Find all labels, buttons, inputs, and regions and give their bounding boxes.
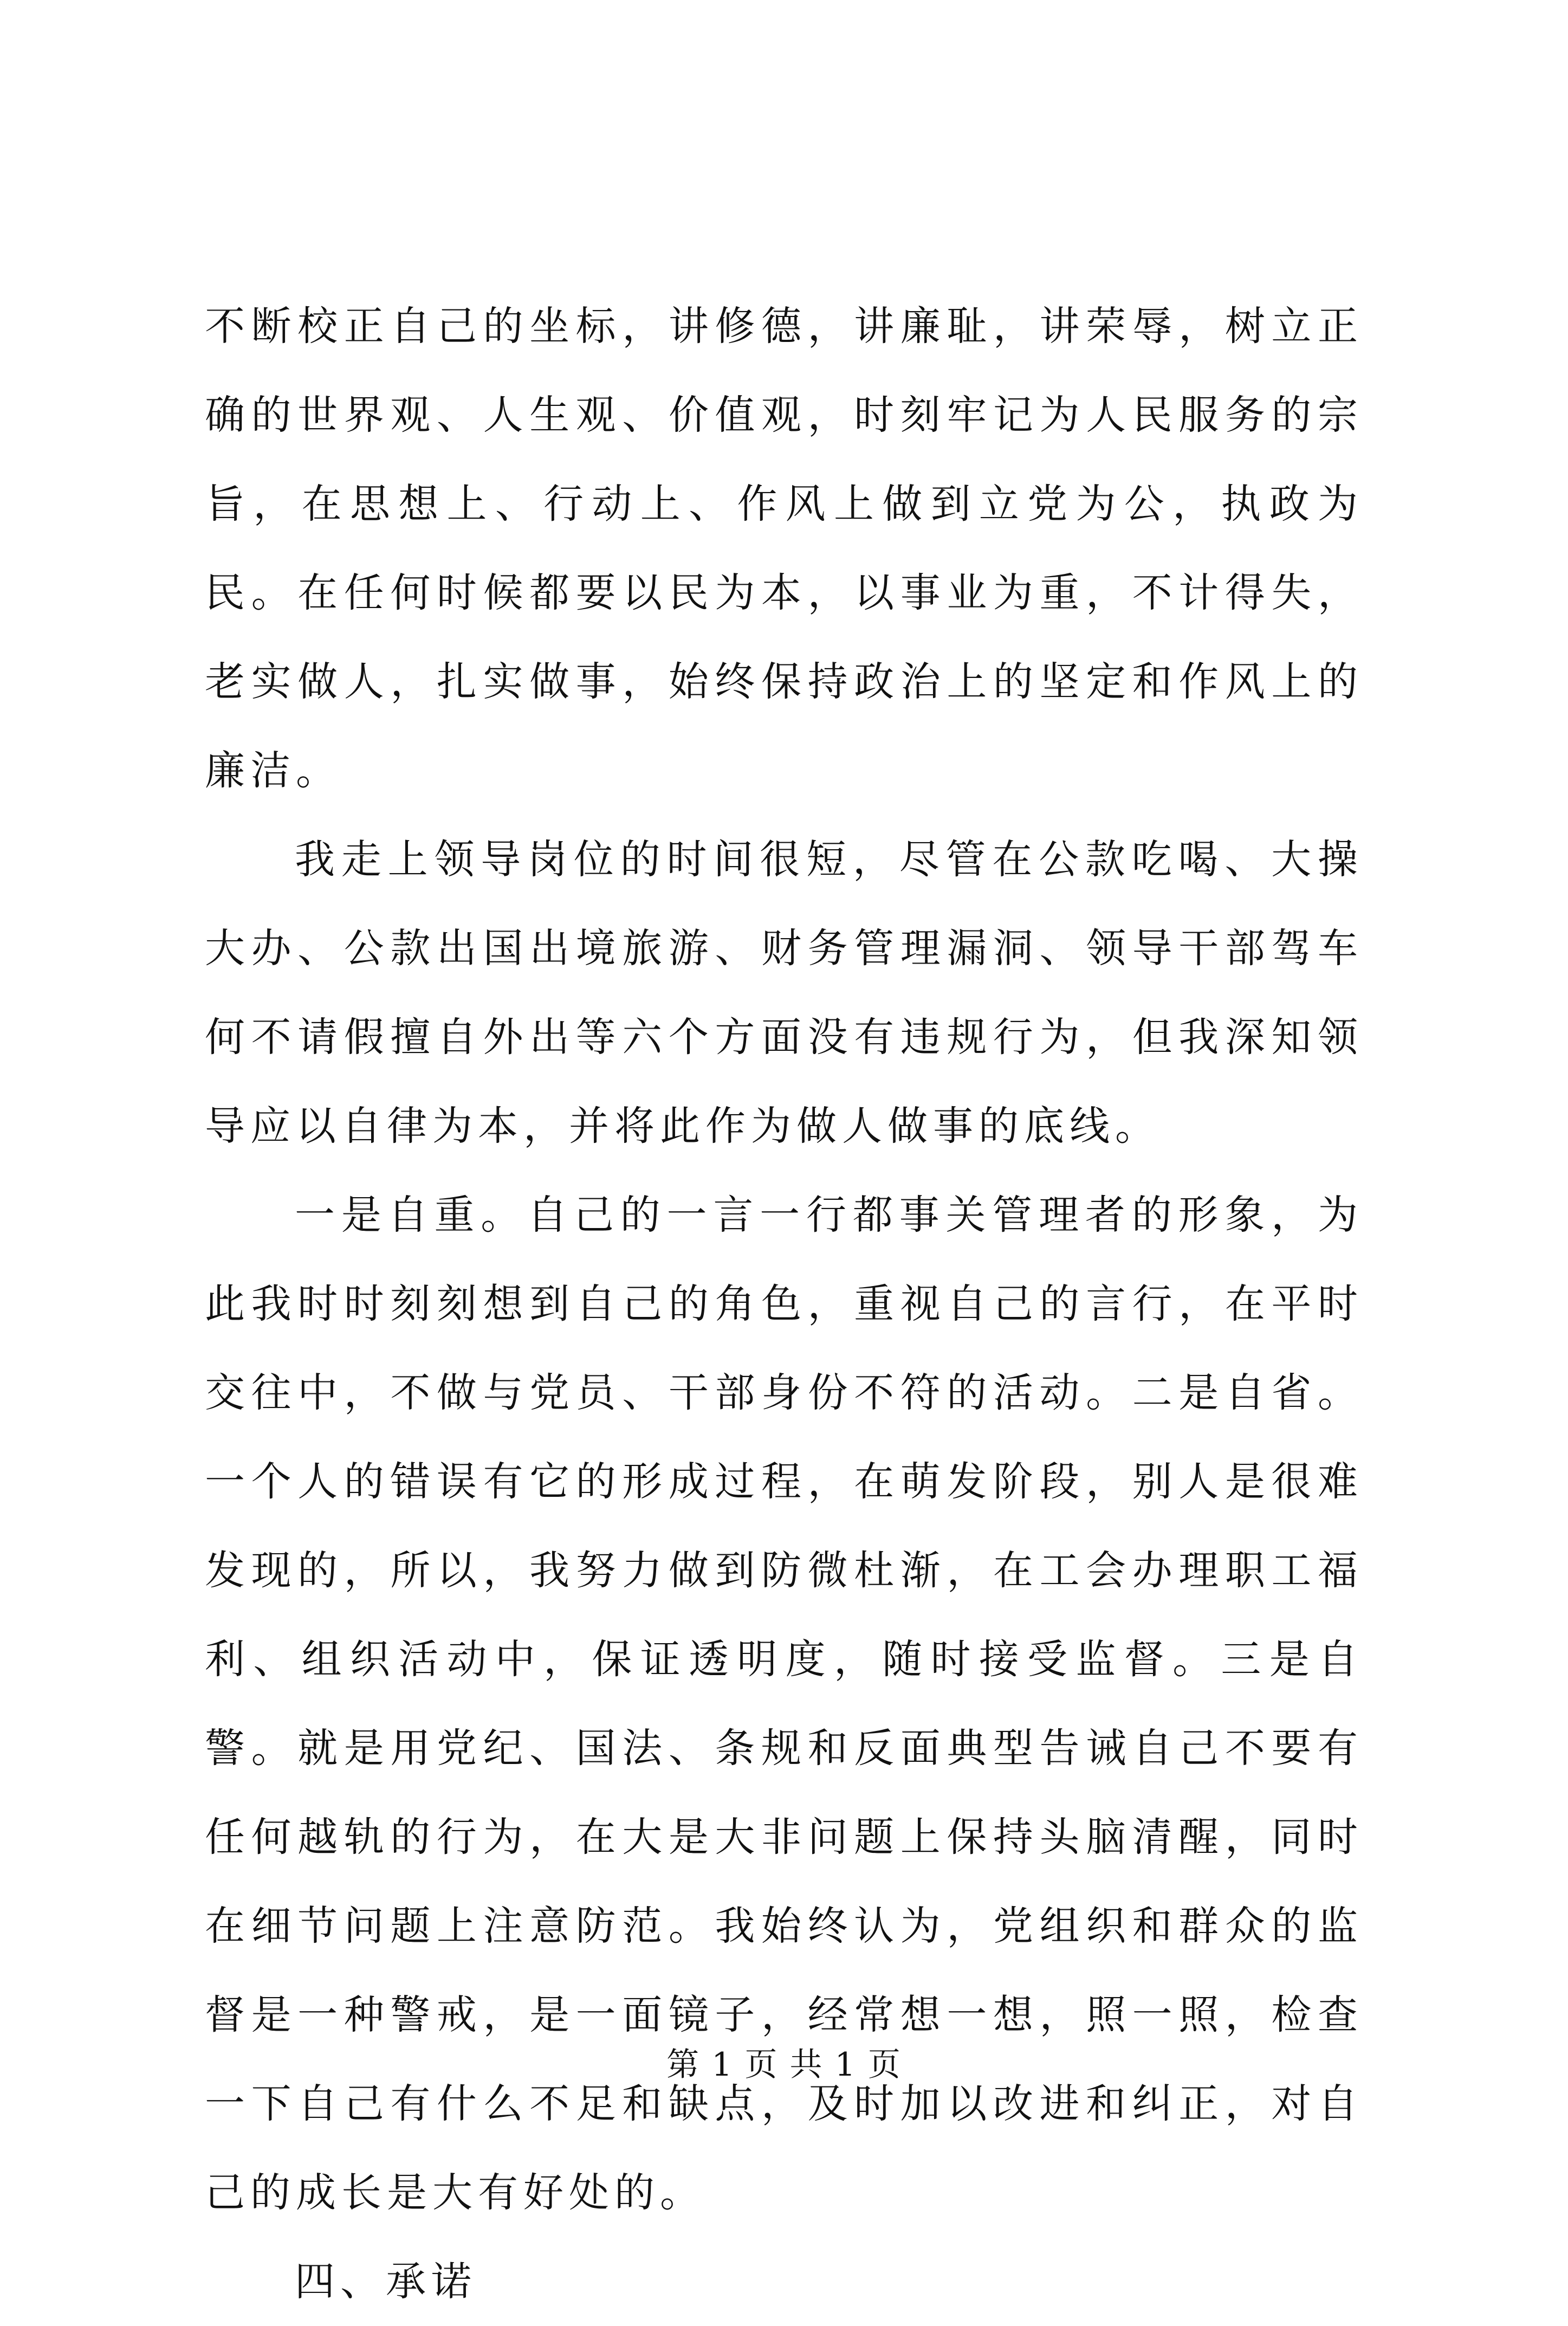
document-body xyxy=(205,282,1363,2326)
section-heading-commitment: 四、承诺 xyxy=(295,2258,477,2305)
paragraph-self-correction: 不断校正自己的坐标，讲修德，讲廉耻，讲荣辱，树立正确的世界观、人生观、价值观，时刻牢记为人民服务的宗旨，在思想上、行动上、作风上做到立党为公，执政为民。在任何时候都要以民为本，以事业为重，不计得失，老实做人，扎实做事，始终保持政治上的坚定和作风上的廉洁。 xyxy=(205,303,1363,794)
page-footer: 第 1 页 共 1 页 xyxy=(666,2046,902,2084)
paragraph-self-respect-reflection-warning: 一是自重。自己的一言一行都事关管理者的形象，为此我时时刻刻想到自己的角色，重视自己的言行，在平时交往中，不做与党员、干部身份不符的活动。二是自省。一个人的错误有它的形成过程，在萌发阶段，别人是很难发现的，所以，我努力做到防微杜渐，在工会办理职工福利、组织活动中，保证透明度，随时接受监督。三是自警。就是用党纪、国法、条规和反面典型告诫自己不要有任何越轨的行为，在大是大非问题上保持头脑清醒，同时在细节问题上注意防范。我始终认为，党组织和群众的监督是一种警戒，是一面镜子，经常想一想，照一照，检查一下自己有什么不足和缺点，及时加以改进和纠正，对自己的成长是大有好处的。 xyxy=(205,1192,1363,2216)
paragraph-leadership-self-discipline: 我走上领导岗位的时间很短，尽管在公款吃喝、大操大办、公款出国出境旅游、财务管理漏洞、领导干部驾车何不请假擅自外出等六个方面没有违规行为，但我深知领导应以自律为本，并将此作为做人做事的底线。 xyxy=(205,836,1363,1149)
